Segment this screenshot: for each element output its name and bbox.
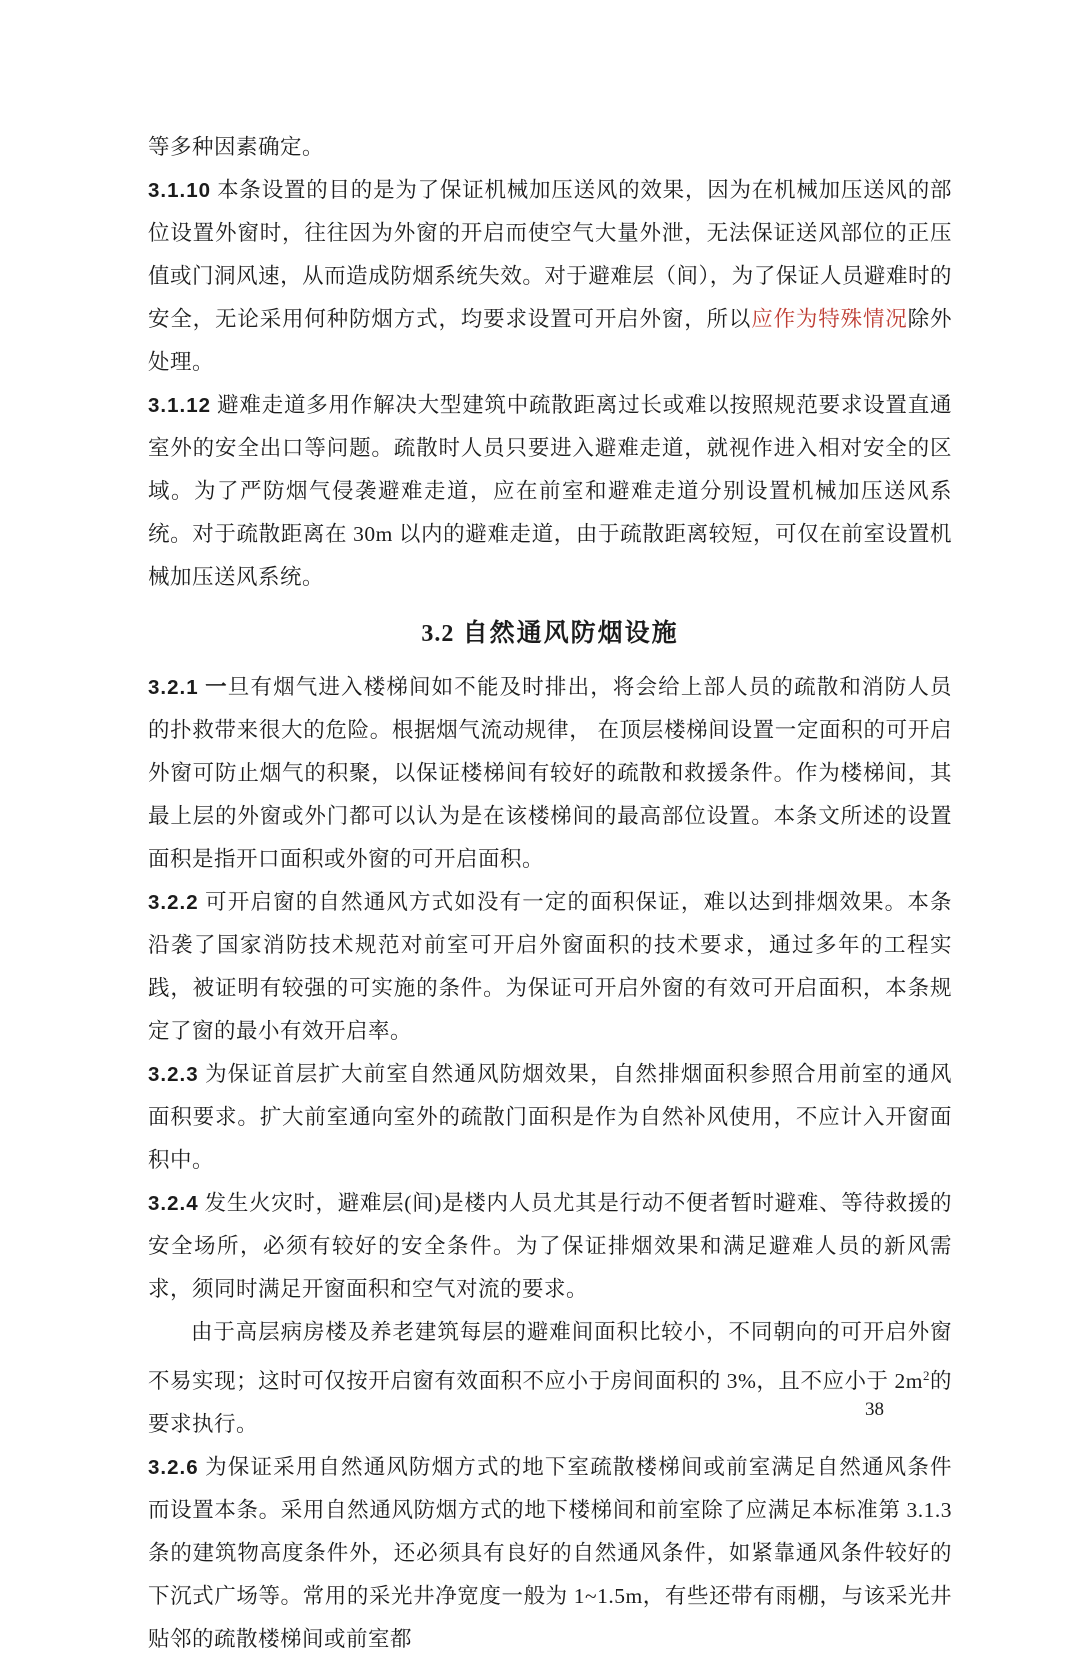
text-segment: 等多种因素确定。: [148, 135, 325, 159]
clause-number: 3.2.6: [148, 1456, 199, 1480]
paragraph: [148, 1446, 952, 1661]
document-body: [148, 126, 952, 1661]
page-number: 38: [865, 1399, 884, 1420]
paragraph: [148, 666, 952, 881]
clause-number: 3.2.1: [148, 676, 199, 699]
paragraph: [148, 169, 952, 384]
clause-number: 3.1.12: [148, 394, 211, 417]
text-segment: 为保证首层扩大前室自然通风防烟效果，自然排烟面积参照合用前室的通风面积要求。扩大前室通向室外的疏散门面积是作为自然补风使用，不应计入开窗面积中。: [148, 1062, 952, 1172]
clause-number: 3.2.4: [148, 1192, 199, 1215]
superscript: 2: [922, 1368, 930, 1383]
paragraph: [148, 1053, 952, 1182]
text-segment: 为保证采用自然通风防烟方式的地下室疏散楼梯间或前室满足自然通风条件而设置本条。采用自然通风防烟方式的地下楼梯间和前室除了应满足本标准第 3.1.3 条的建筑物高度条件外，还必须具有良好的自然通风条件，如紧靠通风条件较好的下沉式广场等。常用的采光井净宽度一般为 1~1.5m，有些还带有雨棚，与该采光井贴邻的疏散楼梯间或前室都: [148, 1455, 952, 1652]
red-highlight: 应作为特殊情况: [751, 307, 908, 331]
text-segment: 发生火灾时，避难层(间)是楼内人员尤其是行动不便者暂时避难、等待救援的安全场所，必须有较好的安全条件。为了保证排烟效果和满足避难人员的新风需求，须同时满足开窗面积和空气对流的要求。: [148, 1191, 952, 1301]
text-segment: 旦有烟气进入楼梯间如不能及时排出，将会给上部人员的疏散和消防人员的扑救带来很大的危险。根据烟气流动规律， 在顶层楼梯间设置一定面积的可开启外窗可防止烟气的积聚，以保证楼梯间有较好的疏散和救援条件。作为楼梯间，其最上层的外窗或外门都可以认为是在该楼梯间的最高部位设置。本条文所述的设置面积是指开口面积或外窗的可开启面积。: [148, 675, 952, 871]
paragraph: [148, 1311, 952, 1446]
text-segment: 的要求执行。: [148, 1369, 952, 1437]
clause-number: 3.2.3: [148, 1063, 199, 1086]
paragraph: [148, 384, 952, 599]
text-segment: 自然通风防烟设施: [454, 620, 679, 647]
paragraph: [148, 126, 952, 169]
paragraph: [148, 1182, 952, 1311]
text-segment: 本条设置的目的是为了保证机械加压送风的效果，因为在机械加压送风的部位设置外窗时，往往因为外窗的开启而使空气大量外泄，无法保证送风部位的正压值或门洞风速，从而造成防烟系统失效。对于避难层（间），为了保证人员避难时的安全，无论采用何种防烟方式，均要求设置可开启外窗，所以: [148, 178, 952, 331]
text-segment: 可开启窗的自然通风方式如没有一定的面积保证，难以达到排烟效果。本条沿袭了国家消防技术规范对前室可开启外窗面积的技术要求，通过多年的工程实践，被证明有较强的可实施的条件。为保证可开启外窗的有效可开启面积，本条规定了窗的最小有效开启率。: [148, 890, 952, 1043]
clause-number: 3.2.2: [148, 891, 199, 914]
text-segment: 除外处理。: [148, 307, 952, 374]
paragraph: [148, 881, 952, 1053]
text-segment: 避难走道多用作解决大型建筑中疏散距离过长或难以按照规范要求设置直通室外的安全出口等问题。疏散时人员只要进入避难走道，就视作进入相对安全的区域。为了严防烟气侵袭避难走道，应在前室和避难走道分别设置机械加压送风系统。对于疏散距离在 30m 以内的避难走道，由于疏散距离较短，可仅在前室设置机械加压送风系统。: [148, 393, 952, 589]
clause-number: 3.1.10: [148, 179, 211, 202]
section-heading: [148, 612, 952, 656]
bold-text: 一: [198, 675, 228, 699]
text-segment: 由于高层病房楼及养老建筑每层的避难间面积比较小，不同朝向的可开启外窗不易实现；这时可仅按开启窗有效面积不应小于房间面积的 3%，且不应小于 2m: [148, 1320, 952, 1394]
clause-number: 3.2: [421, 621, 455, 647]
